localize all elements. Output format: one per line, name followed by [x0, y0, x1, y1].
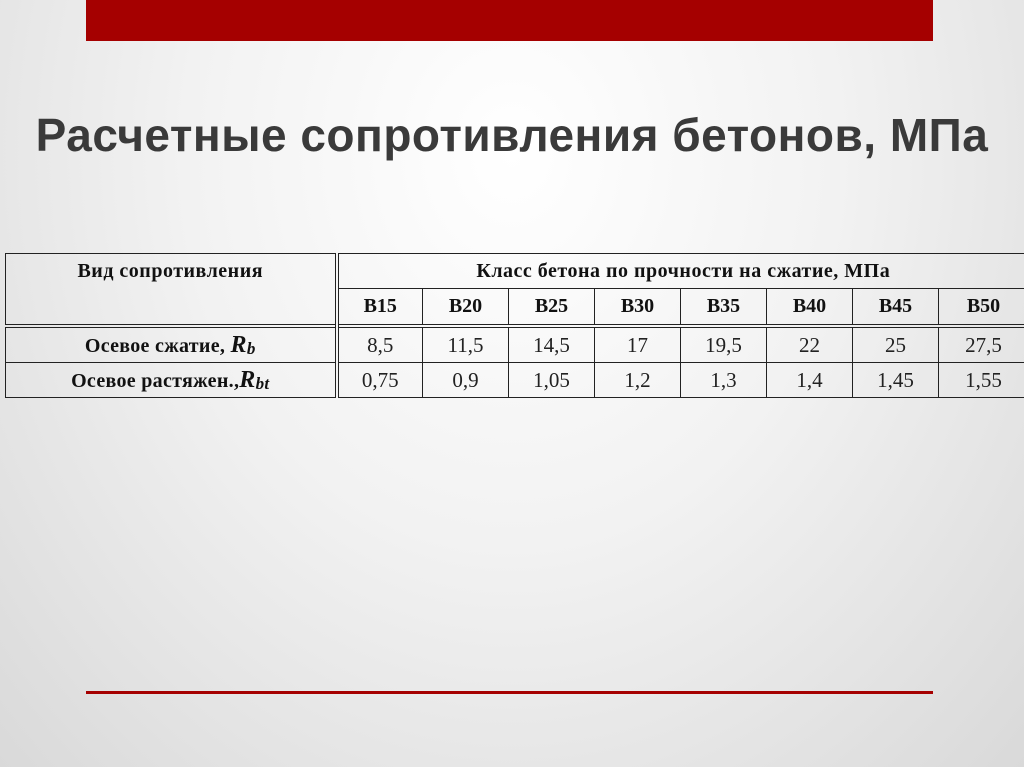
- table-cell: 0,9: [423, 363, 509, 398]
- slide-title: Расчетные сопротивления бетонов, МПа: [35, 109, 989, 161]
- table-cell: 11,5: [423, 326, 509, 363]
- table-cell: 19,5: [681, 326, 767, 363]
- symbol-r: R: [230, 331, 247, 358]
- table-cell: 1,3: [681, 363, 767, 398]
- header-class-b15: B15: [337, 289, 423, 326]
- row-label-axial-tension: [6, 363, 337, 398]
- table-cell: 27,5: [939, 326, 1024, 363]
- table-cell: 14,5: [509, 326, 595, 363]
- header-resistance-type: Вид сопротивления: [6, 254, 337, 327]
- row-label-axial-compression: [6, 326, 337, 363]
- table-row-axial-compression: [6, 326, 1024, 363]
- header-class-b40: B40: [767, 289, 853, 326]
- header-class-b25: B25: [509, 289, 595, 326]
- table-cell: 25: [853, 326, 939, 363]
- symbol-subscript: bt: [255, 373, 270, 393]
- table-row-axial-tension: [6, 363, 1024, 398]
- header-class-b35: B35: [681, 289, 767, 326]
- table-cell: 1,05: [509, 363, 595, 398]
- table-cell: 1,2: [595, 363, 681, 398]
- table-cell: 17: [595, 326, 681, 363]
- table-cell: 22: [767, 326, 853, 363]
- header-class-b50: B50: [939, 289, 1024, 326]
- row-label-text: Осевое растяжен.,: [71, 369, 240, 392]
- row-label-text: Осевое сжатие,: [84, 334, 231, 357]
- table-cell: 8,5: [337, 326, 423, 363]
- table-cell: 1,45: [853, 363, 939, 398]
- table-cell: 0,75: [337, 363, 423, 398]
- header-concrete-class-group: Класс бетона по прочности на сжатие, МПа: [337, 254, 1024, 289]
- symbol-subscript: b: [246, 338, 256, 358]
- table-cell: 1,55: [939, 363, 1024, 398]
- header-class-b20: B20: [423, 289, 509, 326]
- header-class-b45: B45: [853, 289, 939, 326]
- table-cell: 1,4: [767, 363, 853, 398]
- symbol-r: R: [239, 366, 256, 393]
- top-accent-bar: [86, 0, 933, 41]
- bottom-accent-rule: [86, 691, 933, 694]
- concrete-resistance-table: [5, 253, 1024, 398]
- header-class-b30: B30: [595, 289, 681, 326]
